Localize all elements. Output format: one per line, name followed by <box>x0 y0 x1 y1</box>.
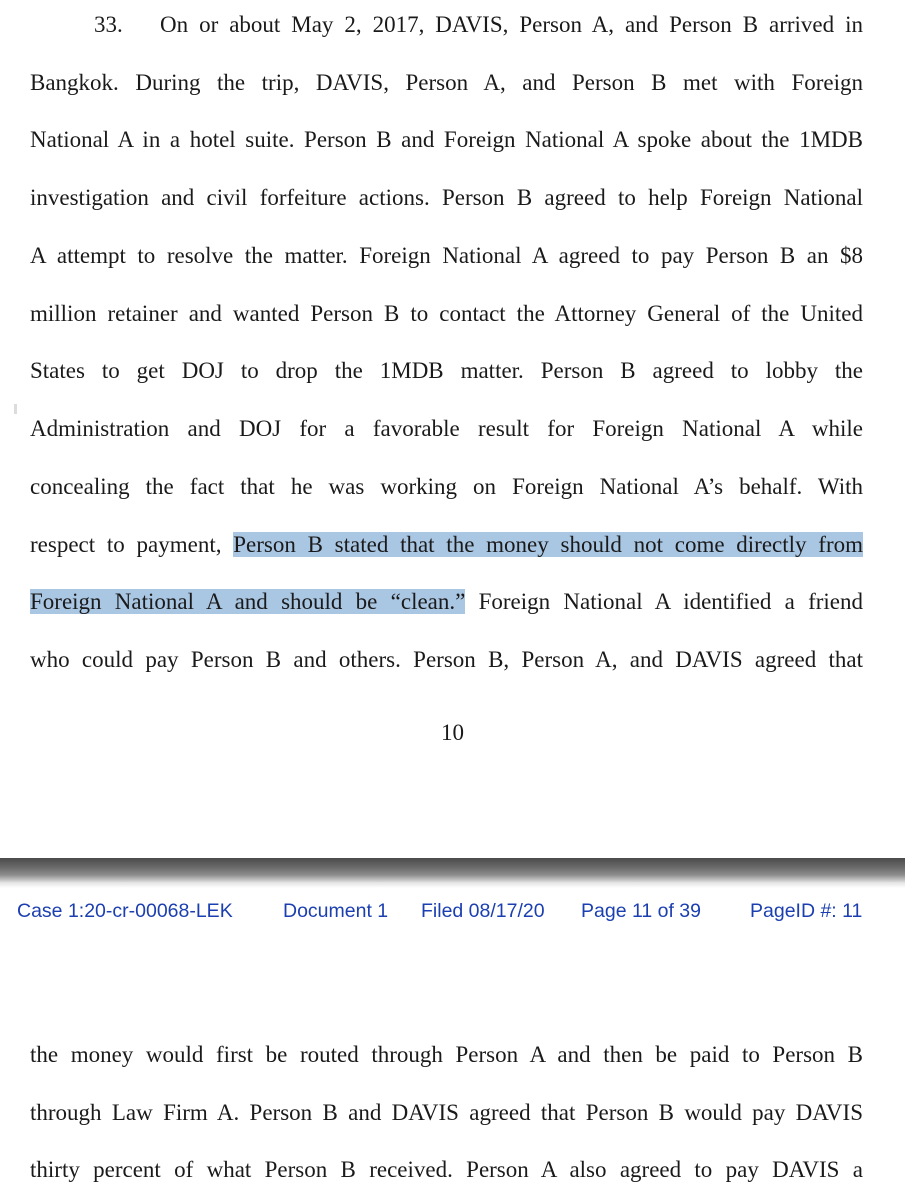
court-filing-header <box>17 900 887 928</box>
header-page-count: Page 11 of 39 <box>581 900 701 922</box>
scan-mark <box>14 404 17 414</box>
text-line-9: concealing the fact that he was working on Foreign National A’s behalf. With <box>30 474 863 499</box>
header-page-id: PageID #: 11 <box>750 900 863 922</box>
text-line-12: who could pay Person B and others. Person B, Person A, and DAVIS agreed that <box>30 647 863 672</box>
text-line-7: States to get DOJ to drop the 1MDB matter. Person B agreed to lobby the <box>30 358 863 383</box>
text-line-11 <box>30 587 863 617</box>
text-line-10 <box>30 530 863 560</box>
highlighted-text-1[interactable]: Person B stated that the money should not come directly from <box>233 532 863 557</box>
text-line-15: thirty percent of what Person B received. Person A also agreed to pay DAVIS a <box>30 1157 863 1182</box>
header-case-number: Case 1:20-cr-00068-LEK <box>17 900 233 922</box>
header-filed-date: Filed 08/17/20 <box>421 900 545 922</box>
text-line-2: Bangkok. During the trip, DAVIS, Person A, and Person B met with Foreign <box>30 70 863 95</box>
text-line-1: On or about May 2, 2017, DAVIS, Person A, and Person B arrived in <box>160 12 863 37</box>
line-11-suffix: Foreign National A identified a friend <box>465 589 863 614</box>
text-line-13: the money would first be routed through Person A and then be paid to Person B <box>30 1042 863 1067</box>
text-line-14: through Law Firm A. Person B and DAVIS agreed that Person B would pay DAVIS <box>30 1100 863 1125</box>
page-separator <box>0 858 905 882</box>
text-line-5: A attempt to resolve the matter. Foreign National A agreed to pay Person B an $8 <box>30 243 863 268</box>
highlighted-text-2[interactable]: Foreign National A and should be “clean.” <box>30 589 466 614</box>
page-number: 10 <box>441 720 464 745</box>
text-line-6: million retainer and wanted Person B to contact the Attorney General of the United <box>30 301 863 326</box>
header-document: Document 1 <box>283 900 389 922</box>
text-line-3: National A in a hotel suite. Person B and Foreign National A spoke about the 1MDB <box>30 127 863 152</box>
line-10-prefix: respect to payment, <box>30 532 234 557</box>
paragraph-number: 33. <box>94 12 123 37</box>
text-line-8: Administration and DOJ for a favorable result for Foreign National A while <box>30 416 863 441</box>
text-line-4: investigation and civil forfeiture actions. Person B agreed to help Foreign National <box>30 185 863 210</box>
